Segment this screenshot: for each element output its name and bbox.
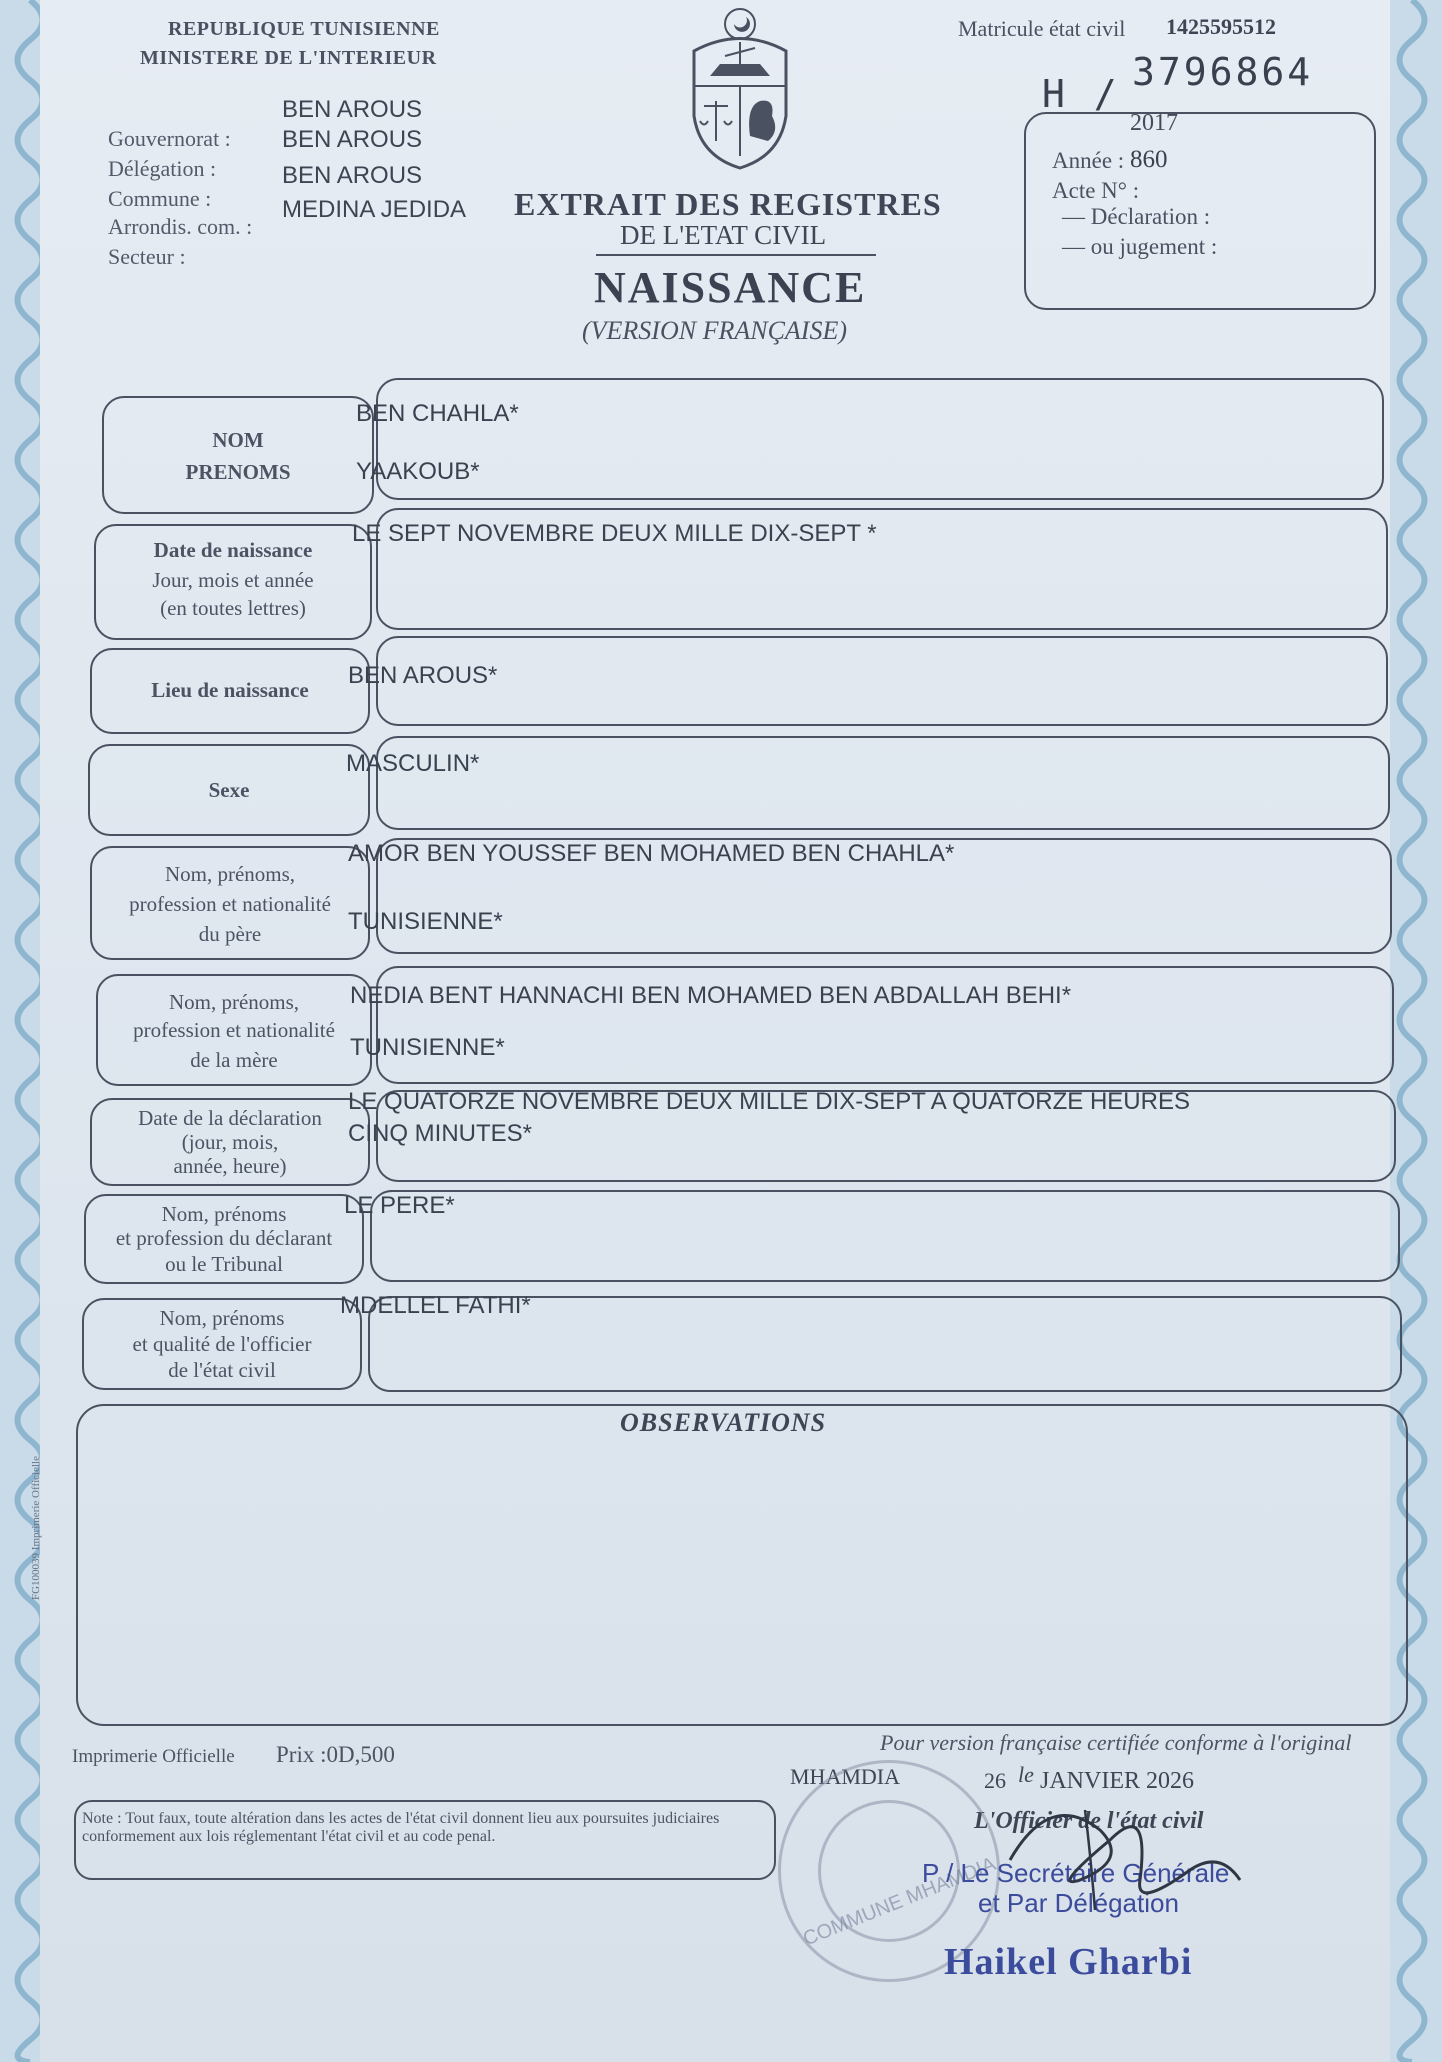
stamp-text: COMMUNE MHAMDIA: [800, 1853, 999, 1951]
title-version: (VERSION FRANÇAISE): [582, 316, 847, 345]
handwritten-signature: [990, 1770, 1260, 1920]
serial-prefix: H /: [1042, 72, 1120, 116]
observations-label: OBSERVATIONS: [620, 1408, 827, 1437]
title-etat-civil: DE L'ETAT CIVIL: [620, 220, 827, 250]
title-extrait: EXTRAIT DES REGISTRES: [514, 186, 942, 222]
lieu-value: BEN AROUS*: [348, 662, 498, 689]
gouvernorat-value: BEN AROUS: [282, 126, 423, 153]
mere-label-2: profession et nationalité: [133, 1018, 335, 1042]
mere-value-nationality: TUNISIENNE*: [350, 1034, 505, 1061]
pere-label-1: Nom, prénoms,: [164, 862, 296, 886]
pere-label-3: du père: [198, 922, 262, 946]
matricule-label: Matricule état civil: [958, 16, 1126, 41]
date-le: le: [1018, 1762, 1034, 1787]
nom-label: NOM: [212, 428, 264, 452]
commune-label: Commune :: [108, 186, 212, 211]
declaration-date-label-2: (jour, mois,: [181, 1130, 279, 1154]
sexe-value: MASCULIN*: [346, 750, 480, 777]
delegation-line-1: P / Le Secrétaire Générale: [922, 1858, 1230, 1888]
nom-value: BEN CHAHLA*: [356, 400, 519, 427]
officier-label-1: Nom, prénoms: [159, 1306, 285, 1330]
declaration-date-label-3: année, heure): [173, 1154, 287, 1178]
pere-value-nationality: TUNISIENNE*: [348, 908, 503, 935]
acte-year-handwritten: 2017: [1130, 110, 1178, 136]
nom-label-box: [102, 396, 374, 514]
admin-top-value: BEN AROUS: [282, 96, 423, 123]
prenoms-label: PRENOMS: [185, 460, 291, 484]
title-naissance: NAISSANCE: [594, 263, 867, 312]
declaration-label: — Déclaration :: [1062, 204, 1211, 229]
acte-number-label: Acte N° :: [1052, 178, 1140, 203]
declarant-value-box: [370, 1190, 1400, 1282]
sexe-value-box: [376, 736, 1390, 830]
declarant-label-3: ou le Tribunal: [165, 1252, 283, 1276]
declarant-value: LE PERE*: [344, 1192, 455, 1219]
declarant-label-2: et profession du déclarant: [115, 1226, 333, 1250]
side-print-reference: FG100039 Imprimerie Officielle: [30, 1456, 42, 1600]
date-naissance-label-3: (en toutes lettres): [160, 596, 306, 620]
declarant-label-1: Nom, prénoms: [161, 1202, 287, 1226]
place-label: MHAMDIA: [790, 1764, 900, 1789]
date-day: 26: [984, 1768, 1006, 1793]
delegation-value: BEN AROUS: [282, 162, 423, 189]
declaration-date-value-2: CINQ MINUTES*: [348, 1120, 533, 1147]
officier-label-2: et qualité de l'officier: [132, 1332, 312, 1356]
pere-value-name: AMOR BEN YOUSSEF BEN MOHAMED BEN CHAHLA*: [348, 840, 955, 867]
arrondissement-label: Arrondis. com. :: [108, 214, 253, 239]
note-text: Note : Tout faux, toute altération dans les actes de l'état civil donnent lieu aux poursuites judiciaires conformement aux lois réglementant l'état civil et au code penal.: [82, 1810, 720, 1845]
imprimerie-label: Imprimerie Officielle: [72, 1746, 235, 1767]
mere-label-3: de la mère: [190, 1048, 278, 1072]
secteur-label: Secteur :: [108, 244, 186, 269]
title-underline: [596, 254, 876, 256]
officier-label-3: de l'état civil: [168, 1358, 276, 1382]
jugement-label: — ou jugement :: [1062, 234, 1218, 259]
date-rest: JANVIER 2026: [1040, 1768, 1194, 1794]
lieu-value-box: [376, 636, 1388, 726]
annee-label: Année :: [1052, 148, 1125, 173]
certified-statement: Pour version française certifiée conforme à l'original: [880, 1730, 1352, 1755]
delegation-label: Délégation :: [108, 156, 217, 181]
officier-value: MDELLEL FATHI*: [340, 1292, 531, 1319]
prix-label: Prix :0D,500: [276, 1742, 395, 1767]
tunisia-coat-of-arms-emblem: [680, 6, 800, 171]
mere-value-name: NEDIA BENT HANNACHI BEN MOHAMED BEN ABDALLAH BEHI*: [350, 982, 1072, 1009]
lieu-label: Lieu de naissance: [151, 678, 309, 702]
delegation-line-2: et Par Délégation: [978, 1888, 1179, 1918]
date-naissance-label-1: Date de naissance: [153, 538, 313, 562]
pere-label-2: profession et nationalité: [129, 892, 331, 916]
commune-value: MEDINA JEDIDA: [282, 196, 467, 223]
declaration-date-label-1: Date de la déclaration: [138, 1106, 322, 1130]
prenoms-value: YAAKOUB*: [356, 458, 480, 485]
date-naissance-value: LE SEPT NOVEMBRE DEUX MILLE DIX-SEPT *: [352, 520, 877, 547]
signatory-name: Haikel Gharbi: [944, 1941, 1193, 1983]
date-naissance-label-2: Jour, mois et année: [152, 568, 314, 592]
annee-value: 860: [1130, 146, 1168, 173]
officer-title: L'Officier de l'état civil: [974, 1808, 1204, 1834]
republic-heading: REPUBLIQUE TUNISIENNE: [168, 18, 440, 40]
matricule-value: 1425595512: [1166, 14, 1276, 39]
sexe-label: Sexe: [208, 778, 250, 802]
declaration-date-value-1: LE QUATORZE NOVEMBRE DEUX MILLE DIX-SEPT A QUATORZE HEURES: [348, 1088, 1190, 1115]
serial-number: 3796864: [1132, 50, 1314, 94]
mere-label-1: Nom, prénoms,: [168, 990, 300, 1014]
observations-box: [76, 1404, 1408, 1726]
gouvernorat-label: Gouvernorat :: [108, 126, 231, 151]
ministry-heading: MINISTERE DE L'INTERIEUR: [140, 47, 437, 69]
nom-value-box: [376, 378, 1384, 500]
